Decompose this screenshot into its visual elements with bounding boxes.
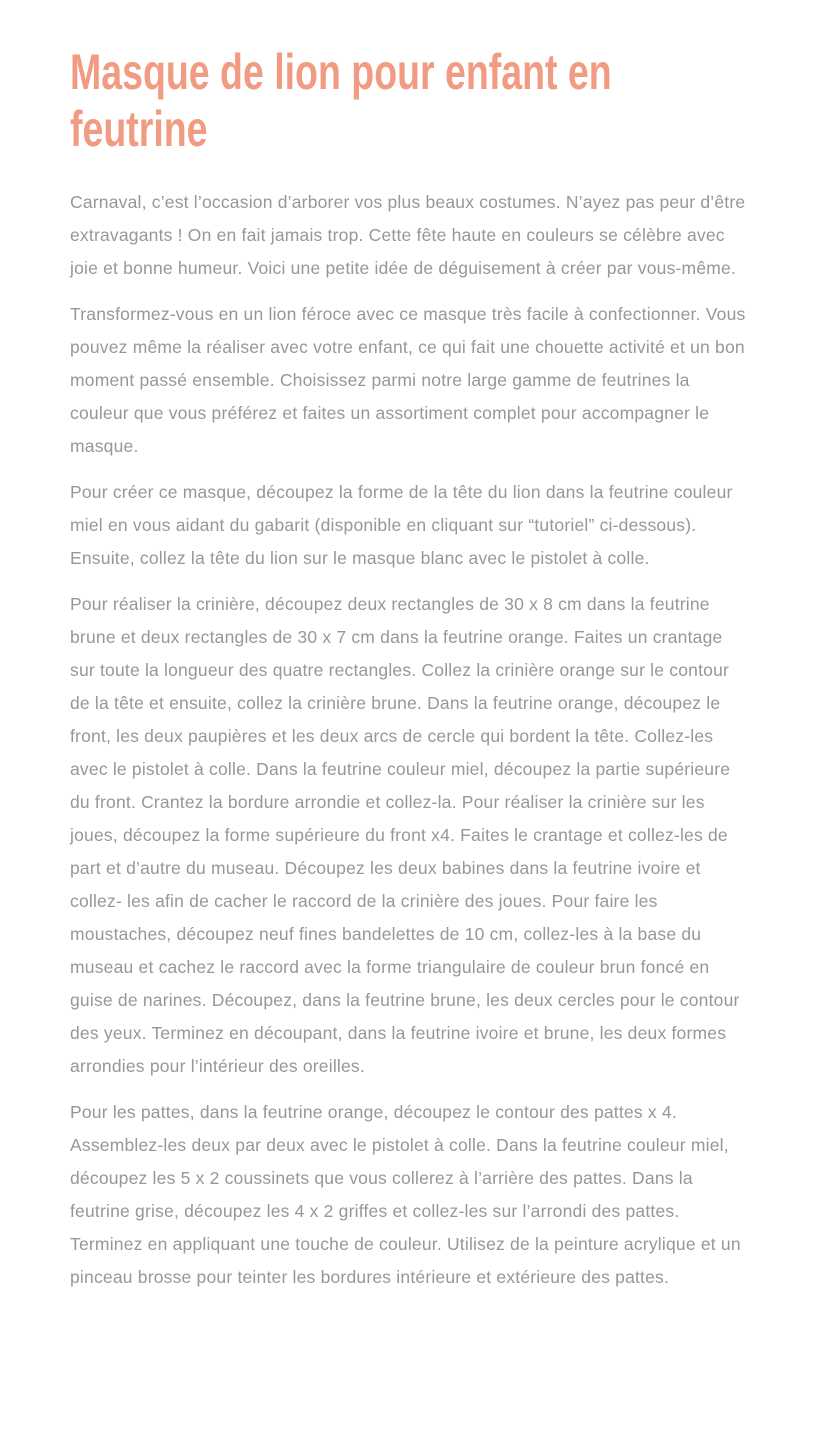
page-title: Masque de lion pour enfant en feutrine <box>70 44 612 157</box>
paragraph-intro: Carnaval, c’est l’occasion d’arborer vos plus beaux costumes. N’ayez pas peur d’être extravagants ! On en fait jamais trop. Cette fête haute en couleurs se célèbre avec joie et bonne humeur. Voici une petite idée de déguisement à créer par vous-même. <box>70 192 746 278</box>
paragraph-tete: Pour créer ce masque, découpez la forme de la tête du lion dans la feutrine couleur miel en vous aidant du gabarit (disponible en cliquant sur “tutoriel” ci-dessous). Ensuite, collez la tête du lion sur le masque blanc avec le pistolet à colle. <box>70 482 733 568</box>
paragraph-presentation: Transformez-vous en un lion féroce avec ce masque très facile à confectionner. Vous pouvez même la réaliser avec votre enfant, ce qui fait une chouette activité et un bon moment passé ensemble. Choisissez parmi notre large gamme de feutrines la couleur que vous préférez et faites un assortiment complet pour accompagner le masque. <box>70 304 746 456</box>
paragraph-pattes: Pour les pattes, dans la feutrine orange, découpez le contour des pattes x 4. Assemblez-les deux par deux avec le pistolet à colle. Dans la feutrine couleur miel, découpez les 5 x 2 coussinets que vous collerez à l’arrière des pattes. Dans la feutrine grise, découpez les 4 x 2 griffes et collez-les sur l’arrondi des pattes. Terminez en appliquant une touche de couleur. Utilisez de la peinture acrylique et un pinceau brosse pour teinter les bordures intérieure et extérieure des pattes. <box>70 1102 741 1287</box>
paragraph-criniere: Pour réaliser la crinière, découpez deux rectangles de 30 x 8 cm dans la feutrine brune et deux rectangles de 30 x 7 cm dans la feutrine orange. Faites un crantage sur toute la longueur des quatre rectangles. Collez la crinière orange sur le contour de la tête et ensuite, collez la crinière brune. Dans la feutrine orange, découpez le front, les deux paupières et les deux arcs de cercle qui bordent la tête. Collez-les avec le pistolet à colle. Dans la feutrine couleur miel, découpez la partie supérieure du front. Crantez la bordure arrondie et collez-la. Pour réaliser la crinière sur les joues, découpez la forme supérieure du front x4. Faites le crantage et collez-les de part et d’autre du museau. Découpez les deux babines dans la feutrine ivoire et collez- les afin de cacher le raccord de la crinière des joues. Pour faire les moustaches, découpez neuf fines bandelettes de 10 cm, collez-les à la base du museau et cachez le raccord avec la forme triangulaire de couleur brun foncé en guise de narines. Découpez, dans la feutrine brune, les deux cercles pour le contour des yeux. Terminez en découpant, dans la feutrine ivoire et brune, les deux formes arrondies pour l’intérieur des oreilles. <box>70 594 740 1076</box>
